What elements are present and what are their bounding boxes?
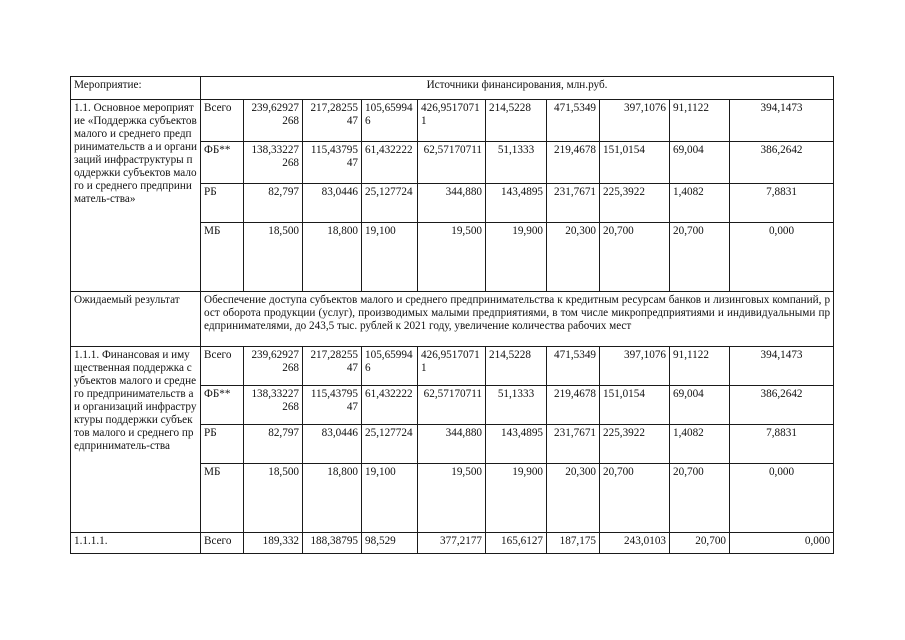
value-cell: 386,2642 — [730, 386, 834, 425]
value-cell: 83,0446 — [303, 184, 362, 223]
value-cell: 18,500 — [244, 464, 303, 533]
value-cell: 214,5228 — [486, 100, 547, 142]
value-cell: 394,1473 — [730, 100, 834, 142]
value-cell: 187,175 — [547, 533, 600, 554]
value-cell: 62,57170711 — [418, 142, 486, 184]
value-cell: 98,529 — [362, 533, 418, 554]
value-cell: 0,000 — [730, 464, 834, 533]
value-cell: 151,0154 — [600, 386, 670, 425]
source-cell: Всего — [201, 533, 244, 554]
value-cell: 165,6127 — [486, 533, 547, 554]
value-cell: 344,880 — [418, 425, 486, 464]
source-cell: РБ — [201, 184, 244, 223]
value-cell: 20,300 — [547, 223, 600, 292]
value-cell: 1,4082 — [670, 425, 730, 464]
value-cell: 19,900 — [486, 223, 547, 292]
value-cell: 20,700 — [600, 464, 670, 533]
event-name-cell: 1.1.1. Финансовая и имущественная поддержка субъектов малого и среднего предпринимательств а и организаций инфраструктуры поддержки субъектов малого и среднего предприниматель-ства — [71, 347, 201, 533]
value-cell: 225,3922 — [600, 184, 670, 223]
source-cell: Всего — [201, 100, 244, 142]
value-cell: 231,7671 — [547, 425, 600, 464]
value-cell: 0,000 — [730, 223, 834, 292]
value-cell: 105,659946 — [362, 100, 418, 142]
value-cell: 19,500 — [418, 464, 486, 533]
event-name-cell: 1.1. Основное мероприятие «Поддержка субъектов малого и среднего предпринимательств а и организаций инфраструктуры поддержки субъектов малого и среднего предприниматель-ства» — [71, 100, 201, 292]
source-cell: РБ — [201, 425, 244, 464]
value-cell: 20,700 — [670, 223, 730, 292]
value-cell: 61,432222 — [362, 142, 418, 184]
value-cell: 219,4678 — [547, 386, 600, 425]
value-cell: 143,4895 — [486, 425, 547, 464]
value-cell: 19,100 — [362, 464, 418, 533]
sources-header: Источники финансирования, млн.руб. — [201, 77, 834, 100]
value-cell: 214,5228 — [486, 347, 547, 386]
value-cell: 143,4895 — [486, 184, 547, 223]
value-cell: 217,2825547 — [303, 347, 362, 386]
table-row — [71, 100, 834, 142]
value-cell: 25,127724 — [362, 184, 418, 223]
value-cell: 138,33227268 — [244, 142, 303, 184]
value-cell: 82,797 — [244, 425, 303, 464]
value-cell: 91,1122 — [670, 347, 730, 386]
value-cell: 115,4379547 — [303, 386, 362, 425]
value-cell: 20,300 — [547, 464, 600, 533]
value-cell: 217,2825547 — [303, 100, 362, 142]
value-cell: 20,700 — [670, 464, 730, 533]
value-cell: 426,95170711 — [418, 347, 486, 386]
value-cell: 471,5349 — [547, 347, 600, 386]
expected-result-label: Ожидаемый результат — [71, 292, 201, 347]
value-cell: 19,100 — [362, 223, 418, 292]
value-cell: 19,500 — [418, 223, 486, 292]
value-cell: 51,1333 — [486, 386, 547, 425]
value-cell: 25,127724 — [362, 425, 418, 464]
value-cell: 82,797 — [244, 184, 303, 223]
value-cell: 239,62927268 — [244, 100, 303, 142]
value-cell: 189,332 — [244, 533, 303, 554]
value-cell: 397,1076 — [600, 100, 670, 142]
value-cell: 69,004 — [670, 142, 730, 184]
value-cell: 69,004 — [670, 386, 730, 425]
value-cell: 243,0103 — [600, 533, 670, 554]
value-cell: 61,432222 — [362, 386, 418, 425]
value-cell: 105,659946 — [362, 347, 418, 386]
value-cell: 20,700 — [670, 533, 730, 554]
value-cell: 377,2177 — [418, 533, 486, 554]
source-cell: ФБ** — [201, 386, 244, 425]
value-cell: 225,3922 — [600, 425, 670, 464]
value-cell: 138,33227268 — [244, 386, 303, 425]
value-cell: 394,1473 — [730, 347, 834, 386]
value-cell: 115,4379547 — [303, 142, 362, 184]
value-cell: 386,2642 — [730, 142, 834, 184]
value-cell: 471,5349 — [547, 100, 600, 142]
value-cell: 7,8831 — [730, 425, 834, 464]
value-cell: 1,4082 — [670, 184, 730, 223]
table-row — [71, 533, 834, 554]
value-cell: 231,7671 — [547, 184, 600, 223]
value-cell: 0,000 — [730, 533, 834, 554]
value-cell: 7,8831 — [730, 184, 834, 223]
value-cell: 18,500 — [244, 223, 303, 292]
table-row — [71, 347, 834, 386]
expected-result-row — [71, 292, 834, 347]
source-cell: МБ — [201, 223, 244, 292]
value-cell: 19,900 — [486, 464, 547, 533]
value-cell: 426,95170711 — [418, 100, 486, 142]
financing-table — [70, 76, 834, 554]
value-cell: 397,1076 — [600, 347, 670, 386]
value-cell: 91,1122 — [670, 100, 730, 142]
event-name-cell: 1.1.1.1. — [71, 533, 201, 554]
value-cell: 18,800 — [303, 223, 362, 292]
value-cell: 239,62927268 — [244, 347, 303, 386]
source-cell: ФБ** — [201, 142, 244, 184]
expected-result-text: Обеспечение доступа субъектов малого и среднего предпринимательства к кредитным ресурсам банков и лизинговых компаний, рост оборота продукции (услуг), производимых малыми предприятиями, в том числе микропредприятиями и индивидуальными предпринимателями, до 243,5 тыс. рублей к 2021 году, увеличение количества рабочих мест — [201, 292, 834, 347]
value-cell: 51,1333 — [486, 142, 547, 184]
event-header: Мероприятие: — [71, 77, 201, 100]
value-cell: 83,0446 — [303, 425, 362, 464]
source-cell: МБ — [201, 464, 244, 533]
value-cell: 18,800 — [303, 464, 362, 533]
value-cell: 344,880 — [418, 184, 486, 223]
value-cell: 62,57170711 — [418, 386, 486, 425]
value-cell: 219,4678 — [547, 142, 600, 184]
value-cell: 151,0154 — [600, 142, 670, 184]
source-cell: Всего — [201, 347, 244, 386]
value-cell: 188,38795 — [303, 533, 362, 554]
header-row — [71, 77, 834, 100]
value-cell: 20,700 — [600, 223, 670, 292]
